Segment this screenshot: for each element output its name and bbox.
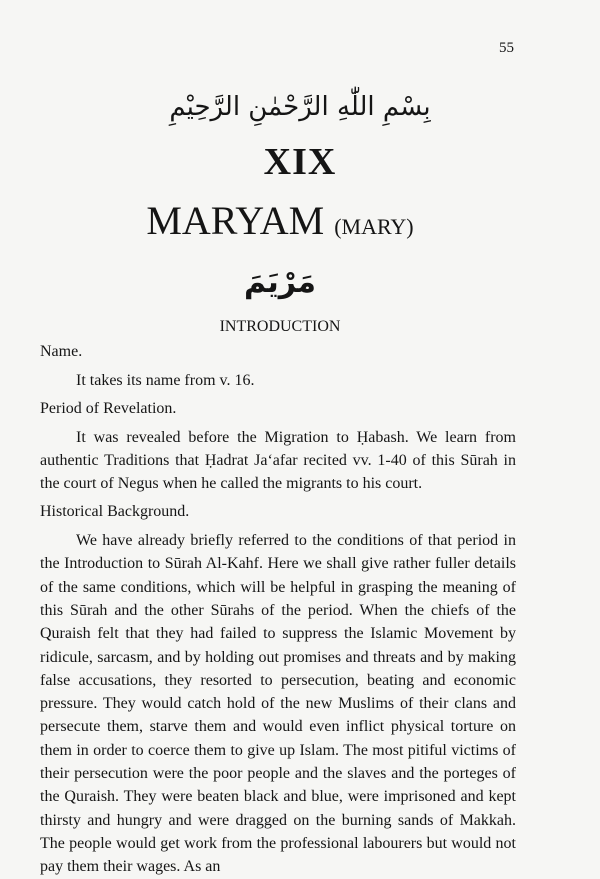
surah-title — [0, 197, 560, 244]
name-heading: Name. — [40, 343, 83, 360]
background-heading: Historical Background. — [40, 502, 190, 520]
surah-title-main: MARYAM — [146, 198, 325, 243]
name-paragraph: It takes its name from v. 16. — [76, 372, 255, 390]
surah-number: XIX — [263, 141, 337, 183]
bismillah-calligraphy: بِسْمِ اللّٰهِ الرَّحْمٰنِ الرَّحِيْمِ — [169, 92, 431, 122]
introduction-body — [40, 340, 516, 879]
period-paragraph: It was revealed before the Migration to Ḥabash. We learn from authentic Traditions that Ḥadrat Ja‘afar recited vv. 1-40 of this Sūrah in the court of Negus when he called the migrants to his court. — [40, 428, 516, 493]
surah-title-translation: (MARY) — [334, 214, 414, 239]
background-paragraph: We have already briefly referred to the conditions of that period in the Introduction to Sūrah Al-Kahf. Here we shall give rather fuller details of the same conditions, which will be helpful in grasping the meaning of this Sūrah and the other Sūrahs of the period. When the chiefs of the Quraish felt that they had failed to suppress the Islamic Movement by ridicule, sarcasm, and by holding out promises and threats and by making false accusations, they resorted to persecution, beating and economic pressure. They would catch hold of the new Muslims of their clans and persecute them, starve them and would even inflict physical torture on them in order to coerce them to give up Islam. The most pitiful victims of their persecution were the poor people and the slaves and the porteges of the Quraish. They were beaten black and blue, were imprisoned and kept thirsty and hungry and were dragged on the burning sands of Makkah. The people would get work from the professional labourers but would not pay them their wages. As an — [40, 532, 516, 876]
introduction-heading: INTRODUCTION — [219, 318, 341, 335]
surah-arabic-name: مَرْيَمَ — [243, 265, 317, 300]
period-heading: Period of Revelation. — [40, 399, 177, 417]
page-number: 55 — [499, 40, 514, 56]
